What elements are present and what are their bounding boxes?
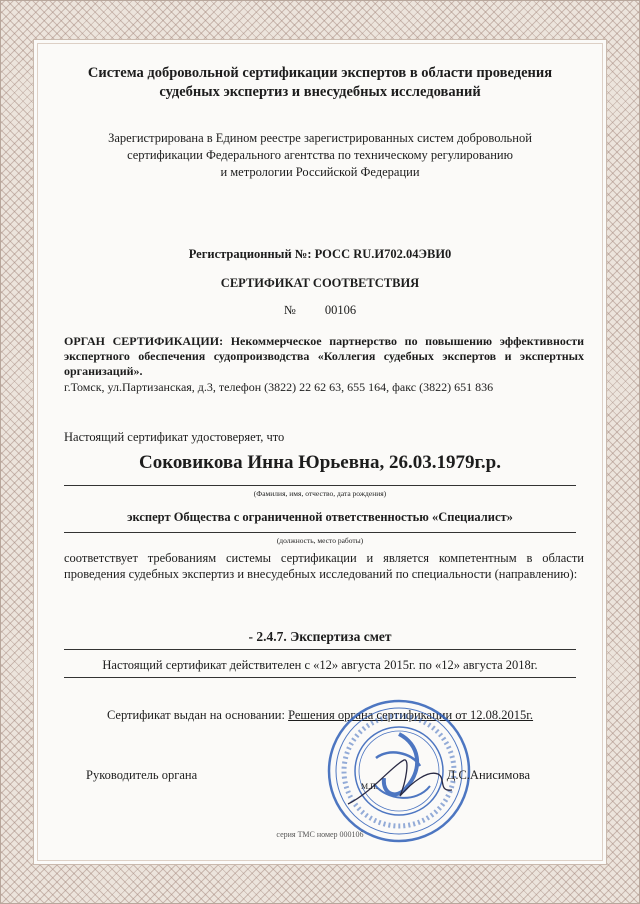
validity-period: Настоящий сертификат действителен с «12» августа 2015г. по «12» августа 2018г. xyxy=(102,658,538,672)
signatory-name: Д.С.Анисимова xyxy=(446,768,530,782)
certificate-body xyxy=(33,39,607,865)
certifies-intro: Настоящий сертификат удостоверяет, что xyxy=(64,430,285,444)
stamp-place-mark: М.П. xyxy=(361,782,378,791)
system-title-line1: Система добровольной сертификации экспертов в области проведения xyxy=(87,65,553,81)
specialty: - 2.4.7. Экспертиза смет xyxy=(248,629,392,644)
certificate-title: СЕРТИФИКАТ СООТВЕТСТВИЯ xyxy=(220,276,420,290)
holder-name-underline xyxy=(64,485,576,486)
issue-basis-decision: Решения органа сертификации от 12.08.2015г. xyxy=(288,708,534,722)
registry-line1: Зарегистрирована в Едином реестре зарегистрированных систем добровольной xyxy=(108,131,532,145)
holder-position-underline xyxy=(64,532,576,533)
specialty-underline xyxy=(64,649,576,650)
holder-name: Соковикова Инна Юрьевна, 26.03.1979г.р. xyxy=(138,452,501,473)
organ-text: Некоммерческое партнерство по повышению эффективности экспертного обеспечения судопроизводства «Коллегия судебных экспертов и экспертных организаций». xyxy=(64,334,585,378)
certificate-number-row xyxy=(34,303,606,318)
registry-line3: и метрологии Российской Федерации xyxy=(220,165,420,179)
system-title-line2: судебных экспертиз и внесудебных исследований xyxy=(159,84,481,100)
number-sign: № xyxy=(283,303,296,317)
certificate-number: 00106 xyxy=(324,303,357,317)
certification-organ xyxy=(64,334,584,379)
head-of-organ-label: Руководитель органа xyxy=(86,768,198,782)
holder-position: эксперт Общества с ограниченной ответственностью «Специалист» xyxy=(127,510,513,524)
conformity-text: соответствует требованиям системы сертификации и является компетентным в области проведения судебных экспертиз и внесудебных исследований по специальности (направлению): xyxy=(64,551,584,581)
issue-basis xyxy=(34,708,606,723)
system-title xyxy=(74,64,566,102)
issue-basis-prefix: Сертификат выдан на основании: xyxy=(106,708,285,722)
series-number: серия ТМС номер 000106 xyxy=(276,830,364,839)
registration-number: Регистрационный №: РОСС RU.И702.04ЭВИ0 xyxy=(188,247,452,261)
organ-address: г.Томск, ул.Партизанская, д.3, телефон (3822) 22 62 63, 655 164, факс (3822) 651 836 xyxy=(64,380,494,394)
registry-line2: сертификации Федерального агентства по техническому регулированию xyxy=(127,148,513,162)
organ-label: ОРГАН СЕРТИФИКАЦИИ: xyxy=(64,334,224,348)
validity-underline xyxy=(64,677,576,678)
holder-position-caption: (должность, место работы) xyxy=(276,536,364,545)
registry-statement xyxy=(74,130,566,181)
holder-name-caption: (Фамилия, имя, отчество, дата рождения) xyxy=(253,489,387,498)
